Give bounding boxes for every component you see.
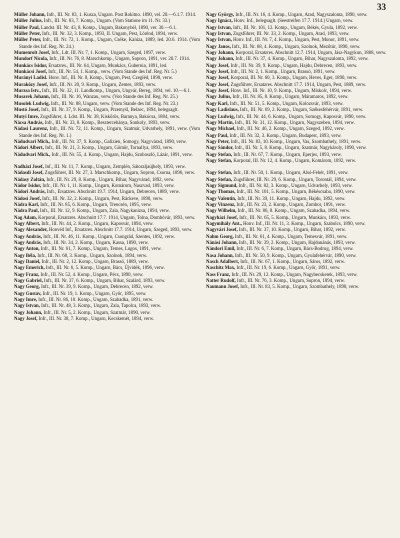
entry-text: Landst. III. Nr. 43, 8. Komp., Ungarn, Bakonybél, 1890, ver. 30.—6.1. — [40, 25, 177, 31]
entry-text: Infr., III. Nr. 39, 9. Komp., Ungarn, Hajdu, Debrecen, 1893, verw. — [230, 63, 358, 69]
entry-name: Nadházi Josef, — [14, 164, 44, 170]
entry-text: Infr., III. Nr. 39, 9. Komp., Ungarn, Debrecen, 1892, verw. — [41, 285, 154, 291]
entry-name: Nagy Josef, — [206, 76, 230, 82]
entry-text: Infr., III. Nr. 32, 11. Landkomp., Ungarn, Ungvár, Bereg, 1894, vel. 10.—6.1. — [41, 89, 191, 95]
entry-name: Munkácsi Josef, — [14, 70, 48, 76]
entry-name: Nagy Martin, — [206, 120, 234, 126]
entry-name: Nagy Josef, — [206, 82, 230, 88]
entry-text: Infr., III. Nr. 19, 6. Komp., Ungarn, Győr, 1891, verw. — [236, 266, 341, 272]
entry-text: Infr., III. Nr. 29, 12. Komp., Ungarn, Nagybecskerek, 1893, verw. — [231, 272, 358, 278]
entry-text: Honv. Inf., III. Nr. 8, Komp., Ungarn, Pest, Czegléd, 1890, verw. — [48, 76, 174, 82]
entry-name: Nádori Albert, — [14, 146, 44, 152]
entry-name: Nagy Gustav, — [14, 291, 42, 297]
entry-text: Infr., III. Nr. 29, 8. Komp., Ungarn, Bihar, Nagyvárad, 1892, verw. — [46, 177, 175, 183]
entry-name: Müller Peter, — [14, 32, 41, 38]
entry-name: Nagy Anton, — [14, 247, 40, 253]
entry-text: Infr., III. Nr. 51, 5. Komp., Ungarn, Kolozsvár, 1893, verw. — [229, 101, 344, 107]
list-item — [14, 38, 200, 51]
entry-text: Infr., III. Nr. 83, 10. Komp., Ungarn, Vas, Szombathely, 1891, verw. — [230, 139, 362, 145]
entry-name: Nagy András, — [14, 234, 42, 240]
entry-name: Mundorf Nicola, — [14, 57, 49, 63]
entry-text: Infr., III. Nr. 37, 4. Komp., Ungarn, Bihar, Nagyszalonta, 1892, verw. — [235, 57, 369, 63]
entry-name: Nádasdi Josef, — [14, 171, 44, 177]
entry-name: Nácsa András, — [14, 120, 44, 126]
entry-text: Zugsführer, III. Nr. 27, 3. Marschkomp., Ungarn, Sopron, Csorna, 1896, verw. — [44, 171, 196, 177]
entry-name: Nagyvári Josef, — [206, 228, 238, 234]
entry-text: Infr., III. Nr. 31, 12. Komp., Ungarn, Nagyszeben, 1894, verw. — [234, 120, 355, 126]
entry-text: Honvéd Inf., Ersatzres. Abschnitt 17.7. 1914, Ungarn, Szeged, 1893, verw. — [48, 228, 193, 234]
entry-text: Infr., III. Nr. 52, 4. Komp., Ungarn, Pécs, 1890, verw. — [40, 272, 144, 278]
entry-text: Infr., III. Nr. 101, 12. Komp., Ungarn, Békés, Gyula, 1892, verw. — [233, 25, 358, 31]
entry-name: Nagy Josef, — [14, 317, 38, 323]
list-item — [14, 317, 200, 323]
entry-text: Infr., III. Nr. 86, 10. Komp., Ungarn, Szabadka, 1891, verw. — [38, 298, 154, 304]
entry-name: Mumenrolt Josef, — [14, 51, 51, 57]
entry-text: Infr., III. Nr. 44, 2. Komp., Ungarn, Kaposvár, 1894, verw. — [41, 222, 154, 227]
entry-text: Infr., III. Nr. 19, 1. Komp., Ungarn, Győr, 1895, verw. — [42, 291, 147, 297]
entry-name: Nándori Emil, — [206, 247, 236, 253]
entry-text: Korporal, III. Nr. 60, 3. Komp., Ungarn, Heves, Eger, 1890, verw. — [230, 76, 358, 82]
entry-text: Infr., III. Nr. 39, 11. Komp., Ungarn, Hajdu, 1892, verw. — [237, 196, 346, 202]
entry-name: Nagy Stefan, — [206, 158, 233, 164]
entry-text: Infr., III. Nr. 38, 7. Komp., Ungarn, Kecskemét, 1894, verw. — [38, 317, 155, 323]
entry-text: Infr., III. Nr. 61, 7. Komp., Ungarn, Temes, Lugos, 1891, verw. — [40, 247, 162, 253]
entry-text: Infr., III. Nr. 85, 6. Komp., Ungarn, Trencsén, 1895, verw. — [40, 202, 152, 208]
entry-text: Infr., III. Nr. 16, Wanzau, verw. (Von Stande des Inf. Reg. Nr. 25.) — [51, 95, 178, 101]
entry-text: Infr., III. Nr. 2, 12. Komp., Ungarn, Brassó, 1889, verw. — [41, 260, 149, 266]
entry-name: Nagy Stefan, — [206, 152, 233, 158]
entry-name: Mustó Josef, — [14, 108, 40, 114]
entry-text: Zugsführer, Ersatzres. Abschnitt 17.7. 1914, Ungarn, Pest, 1889, verw. — [230, 82, 367, 88]
entry-text: Infr., III. Nr. 48, 3. Komp., Ungarn, Zala, Tapolca, 1893, verw. — [41, 304, 162, 310]
entry-text: Infr., III. Nr. 32, 3. Komp., Ungarn, Budapest, 1893, verw. — [229, 133, 342, 139]
entry-name: Nasa Johann, — [206, 253, 234, 259]
entry-text: Korporal, III. Nr. 12, 4. Komp., Ungarn, Komárom, 1892, verw. — [233, 158, 357, 164]
entry-text: Infr., III. Nr. 68, 4. Komp., Ungarn, Szolnok, Mezőtúr, 1890, verw. — [232, 44, 361, 50]
entry-text: Infr., III. Nr. 5, 8. Komp., Ungarn, Szatmár, Nagykároly, 1890, verw. — [234, 146, 367, 152]
entry-text: Infr., III. Nr. 44, 6. Komp., Ungarn, Somogy, Kaposvár, 1890, verw. — [236, 114, 367, 120]
entry-text: Infr., III. Nr. 32, 3. Komp., 1893, II. Ungarn, Pest, Lórénd, 1894, verw. — [42, 32, 179, 38]
entry-text: Infr., III. Nr. 37, 9. Komp., Galizien, Somogy, Nagyvárad, 1890, verw. — [51, 139, 187, 145]
entry-text: Infr., III. Nr. 39, 2. Komp., Ungarn, Hajdunánás, 1893, verw. — [238, 241, 356, 247]
columns — [14, 13, 392, 324]
entry-text: Infr., III. Nr. 86, 8. Komp., Ungarn, Szabadka, 1894, verw. — [237, 209, 351, 215]
entry-name: Nagyházi Josef, — [206, 215, 238, 221]
page-number: 33 — [377, 2, 386, 12]
entry-text: Zugsführer, 4. Ldst. III. Nr. 38, Kiskőrös, Baranya, Bakócsa, 1884, verw. — [40, 114, 181, 120]
entry-name: Nagy Peter, — [206, 139, 230, 145]
entry-name: Nádudvari Mich., — [14, 152, 51, 158]
entry-name: Nahm Georg, — [206, 234, 234, 240]
entry-text: Infr., Ldt. III. Nr. 7, 1. Komp., Ungarn, Szeged, 1897, verw. — [51, 51, 167, 57]
entry-text: Infr., III. Nr. 50, 9. Komp., Ungarn, Gyulafehérvár, 1890, verw. — [234, 253, 357, 259]
entry-text: Infr., III. Nr. 50, 1. Komp., Ungarn, Alsó-Fehér, 1891, verw. — [233, 171, 349, 177]
entry-text: Infr., III. Nr. 83, 7. Komp., Ungarn. (Vom Statione im 11. Nr. 33.) — [43, 19, 170, 25]
entry-name: Nánási Johann, — [206, 241, 238, 247]
entry-name: Nagy Béla, — [14, 253, 37, 259]
entry-name: Müller Julius, — [14, 19, 43, 25]
entry-text: Honv. Inf., III. Nr. 11, 3. Komp., Ungarn, Szabolcs, 1890, verw. — [243, 222, 366, 227]
entry-name: Nagy Emerich, — [14, 266, 45, 272]
entry-name: Nagy Thomas, — [206, 190, 236, 196]
entry-name: Nagy Ladislaus, — [206, 108, 239, 114]
right-column — [206, 13, 392, 324]
entry-text: Infr., III. Nr. 37, 9. Komp., Ungarn, Przemyśl, Belzec, 1894, belegsaglt. — [41, 108, 179, 114]
entry-name: Nádosi Josef, — [14, 196, 41, 202]
entry-text: Infr., III. Nr. 20, 9. Komp., Ungarn, Zemes, 1893, verw. — [49, 82, 157, 88]
entry-name: Nagy Vinzenz, — [206, 202, 236, 208]
entry-name: Nádor Isidor, — [14, 183, 42, 189]
entry-text: Infr., III. Nr. 33, 8. Komp., Besztercebánya, Sonkoly, 1893, verw. — [44, 120, 171, 126]
entry-text: Infr., III. Nr. 1, 11. Komp., Ungarn, Komárom, Naszvad, 1893, verw. — [42, 183, 175, 189]
entry-name: Murányi Ladisl. — [14, 76, 48, 82]
left-column — [14, 13, 200, 324]
entry-text: Infr., III. Nr. 37, 6. Komp., Ungarn, Bihar, Szalárd, 1893, verw. — [43, 279, 166, 285]
entry-name: Nagy Janos, — [206, 44, 231, 50]
entry-text: Infr., III. Nr. 101, 5. Komp., Ungarn, Békéscsaba, 1890, verw. — [236, 190, 356, 196]
entry-text: Korporal, Ersatzres. Abschnitt 17.7. 1914, Ungarn, Tolna, Dombóvár, 1893, verw. — [38, 215, 196, 221]
entry-text: Infr., III. Nr. 72, 11. Komp., Ungarn, Szatmár, Udvarhely, 1891, verw. (Vom Stande des Inf. Reg. Nr. 1.) — [19, 127, 200, 139]
entry-name: Nagy Julius, — [206, 95, 232, 101]
entry-name: Nagy Imre, — [14, 298, 38, 304]
entry-text: Inf., III. Nr. 11, 7. Komp., Ungarn, Zemplén, Sátoraljaújhely, 1893, verw. — [45, 164, 186, 170]
entry-text: Infr., III. Nr. 6, 5. Komp., Ungarn, Bács, Újvidék, 1896, verw. — [45, 266, 165, 272]
entry-text: Zugsführer, III. Nr. 29, 6. Komp., Ungarn, Torontál, 1894, verw. — [233, 177, 357, 183]
entry-name: Müller Peter, — [14, 38, 42, 44]
entry-text: Infr., III. Nr. 72, 1. Komp., Ungarn, Cséke, Kalúza, 1889, led. 20.6. 1914. (Vom Stande des Inf. Reg. Nr. 24.) — [19, 38, 200, 50]
entry-text: Infr., III. Nr. 76, 3. Komp., Ungarn, Sopron, 1894, verw. — [236, 279, 345, 285]
entry-name: Naumann Josef, — [206, 285, 240, 291]
entry-name: Nagy Ignácz, — [206, 19, 233, 25]
entry-name: Musarek Johann, — [14, 95, 50, 101]
entry-name: Nagy Valentin, — [206, 196, 237, 202]
entry-name: Nagy Sigmund, — [206, 183, 238, 189]
entry-name: Munkács Isidor, — [14, 63, 48, 69]
entry-text: Infr., III. Nr. 65, 5. Komp., Ungarn, Munkács, 1893, verw. — [239, 215, 351, 221]
entry-name: Nagy Johann, — [206, 51, 235, 57]
entry-name: Nagy Georg, — [14, 285, 40, 291]
entry-text: Infr., III. Nr. 37, 10. Komp., Ungarn, Bihar, 1892, verw. — [238, 228, 346, 234]
entry-name: Nádra Paul, — [14, 209, 39, 215]
entry-text: Zugsführer, III. Nr. 33, 2. Komp., Ungarn, Arad, 1893, verw. — [233, 32, 350, 38]
entry-name: Nag Adam, — [14, 215, 37, 221]
entry-name: Natter Rudolf, — [206, 279, 236, 285]
entry-text: Infr., III. Nr. 32, 2. Komp., Ungarn, Pest, Ráckeve, 1890, verw. — [42, 196, 164, 202]
entry-name: Nagy Josef, — [206, 89, 230, 95]
entry-text: Infr., III. Nr. 82, 3. Komp., Ungarn, Udvarhely, 1893, verw. — [238, 183, 353, 189]
entry-text: Ersatzres., III. Nr. 64, Ungarn, Munkács, Gubernia, 1891, led. — [48, 63, 168, 69]
entry-name: Nagy Franz, — [14, 272, 40, 278]
entry-text: Infr., III. Nr. 21, 3. Komp., Ungarn, Gömör, Tornallya, 1893, verw. — [45, 146, 174, 152]
entry-text: Infr., III. Nr. 83, 1. Kusza, Ungarn. Post Rokitno. 1890, vel. 20.—6.1.7. 1914. — [46, 13, 197, 18]
entry-text: Infr., III. Nr. 69, 2. Komp., Ungarn, Székesfehérvár, 1891, verw. — [240, 108, 364, 114]
entry-text: Infr., III. Nr. 55, 4. Komp., Ungarn, Hajdu, Szoboszló, Lázár, 1891, verw. — [51, 152, 193, 158]
entry-name: Nagy György, — [206, 13, 235, 18]
entry-text: Infr., III. Nr. 68, 3. Komp., Ungarn, Szolnok, 1894, verw. — [37, 253, 148, 259]
entry-name: Nagy Stefan, — [206, 171, 233, 177]
entry-name: Nagy Josef, — [206, 70, 230, 76]
entry-name: Nádudvari Mich., — [14, 139, 51, 145]
entry-name: Nagy Istvan, — [206, 32, 232, 38]
entry-text: Korporal, Ersatzres. Abschnitt 12.7. 1914, Ungarn, Jász-Nagykun, 1888, verw. — [235, 51, 387, 57]
entry-name: Nagy Istvan, — [14, 304, 40, 310]
list-item — [206, 285, 392, 291]
entry-name: Nagy Stefan, — [206, 177, 233, 183]
entry-text: Infr., III. Nr. 54, 1. Komp., verw. (Vom Stande des Inf. Reg. Nr. 5.) — [48, 70, 177, 76]
entry-text: Infr., III. Nr. 61, 4. Komp., Ungarn, Temesvár, 1891, verw. — [234, 234, 348, 240]
entry-name: Nagy Josef, — [206, 63, 230, 69]
entry-name: Nádra Karl, — [14, 202, 40, 208]
entry-name: Musolek Ludwig, — [14, 101, 50, 107]
entry-name: Nagy Paul, — [206, 133, 229, 139]
entry-text: Infr., III. Nr. 2, 1. Komp., Ungarn, Brassó, 1891, verw. — [230, 70, 336, 76]
entry-name: Nagy Alexander, — [14, 228, 48, 234]
entry-name: Nagy Michael, — [206, 127, 236, 133]
entry-name: Nagy Ludwig, — [206, 114, 235, 120]
entry-name: Nagy Wilhelm, — [206, 209, 237, 215]
entry-name: Nagy Karl, — [206, 101, 229, 107]
entry-text: Infr., III. Nr. 46, 2. Komp., Ungarn, Szeged, 1892, verw. — [236, 127, 345, 133]
entry-name: Nagy Istvan, — [206, 25, 232, 31]
entry-text: Infr., III. Nr. 23, 2. Komp., Ungarn, Zombor, 1891, verw. — [236, 202, 346, 208]
entry-name: Nagy Johann, — [206, 57, 235, 63]
entry-text: Infr., III. Nr. 83, 5. Komp., Ungarn, Szombathely, 1890, verw. — [240, 285, 360, 291]
entry-name: Nagy András, — [14, 241, 42, 247]
entry-text: Infr., III. Nr. 76, 8. Marschkomp., Ungarn, Sopron, 1891, ver. 20.7. 1914. — [49, 57, 191, 63]
entry-name: Nagy Daniel, — [14, 260, 41, 266]
entry-name: Nagy Albert, — [14, 222, 41, 227]
entry-name: Naschitz Max, — [206, 266, 236, 272]
entry-name: Müller Paul, — [14, 25, 40, 31]
list-item — [14, 127, 200, 140]
entry-text: Infr., III. Nr. 6, 7. Komp., Ungarn, Bács-Bodrog, 1894, verw. — [236, 247, 354, 253]
entry-name: Nádori András, — [14, 190, 46, 196]
entry-text: Infr., III. Nr. 46, 11. Komp., Ungarn, Csongrád, Szentes, 1892, verw. — [43, 234, 176, 240]
entry-name: Nasch Adalbert, — [206, 260, 240, 266]
entry-text: Infr., Ersatzres. Abschnitt 19.7. 1914, Ungarn, Debrecen, 1889, verw. — [46, 190, 180, 196]
entry-name: Nagy Gabriel, — [14, 279, 43, 285]
entry-text: Infr., III. Nr. 67, 7. Komp., Ungarn, Eperjes, 1893, verw. — [233, 152, 342, 158]
entry-name: Nagy Istvan, — [206, 38, 232, 44]
entry-text: Infr., III. Nr. 16, 4. Komp., Ungarn, Arad, Nagyszalonta, 1890, verw. — [235, 13, 368, 18]
entry-name: Müller Johann, — [14, 13, 46, 18]
entry-text: Honv. Inf., III. Nr. 10, 9. Komp., Ungarn, Miskolc, 1894, verw. — [230, 89, 352, 95]
entry-text: Infr., III. Nr. 34, 2. Komp., Ungarn, Kassa, 1890, verw. — [43, 241, 149, 247]
list-item — [14, 153, 200, 159]
entry-text: Infr., III. Nr. 12, 9. Komp., Ungarn, Zala, Nagykanizsa, 1894, verw. — [40, 209, 170, 215]
entry-text: Infr., III. Nr. 85, 8. Komp., Ungarn, Máramaros, 1892, verw. — [232, 95, 349, 101]
entry-text: Honv. Inf., III. Nr. 7, 4. Komp., Ungarn, Pest, Monor, 1891, verw. — [233, 38, 360, 44]
entry-name: Mutyi Imre, — [14, 114, 39, 120]
entry-name: Nagy Sándor, — [206, 146, 234, 152]
entry-name: Nagymihály Ant., — [206, 222, 242, 227]
entry-name: Nagy Johann, — [14, 310, 43, 316]
entry-name: Murzsa Istv., — [14, 89, 41, 95]
entry-text: Honv. Inf., belegsaglt. (Seestreifen 17.7. 1914.) Ungarn, verw. — [233, 19, 354, 25]
entry-name: Nass Franz, — [206, 272, 231, 278]
entry-text: Infr., III. Nr. 67, 1. Komp., Ungarn, Sáros, 1892, verw. — [240, 260, 346, 266]
entry-name: Muraközy Josef, — [14, 82, 49, 88]
entry-text: Inft., III. Nr. 88, Ungarn, verw. (Vom Stande des Inf. Reg. Nr. 23.) — [50, 101, 179, 107]
entry-text: Infr., III. Nr. 5, 2. Komp., Ungarn, Szatmár, 1890, verw. — [43, 310, 151, 316]
entry-name: Nádasi Laurenz, — [14, 127, 49, 133]
entry-name: Nádasy Zoltán, — [14, 177, 46, 183]
